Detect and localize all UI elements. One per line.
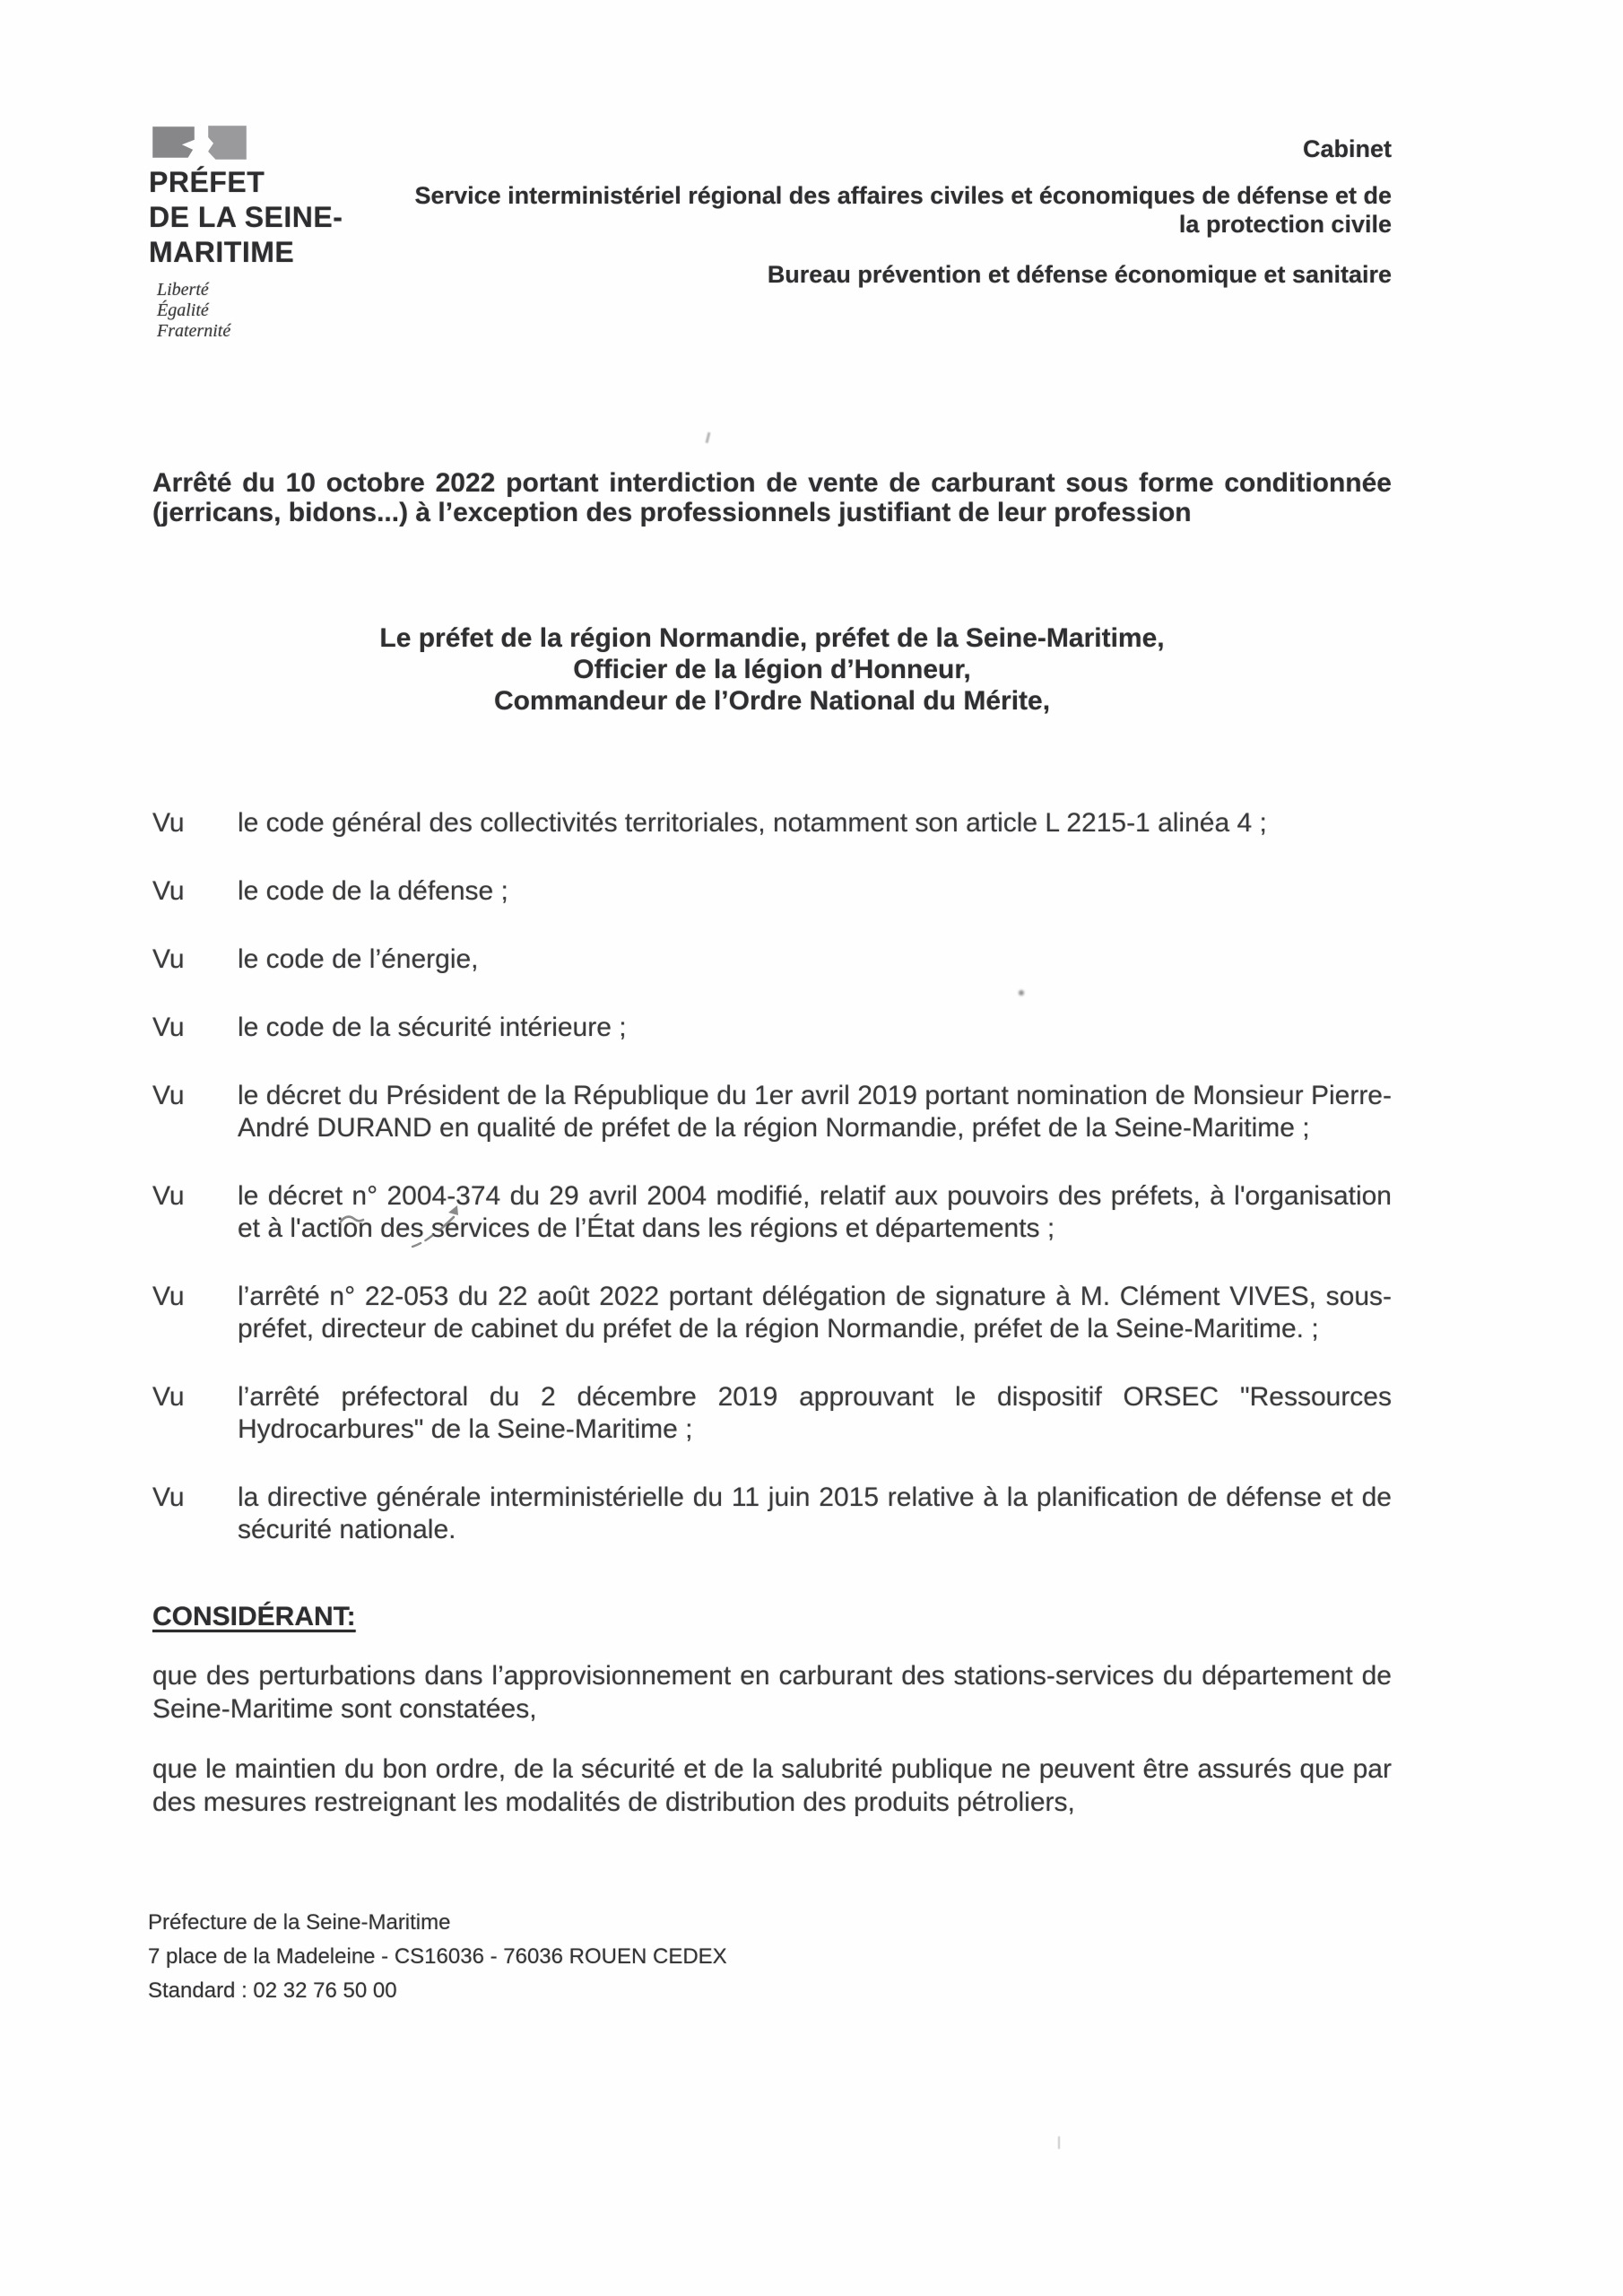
prefet-logo-title-line: DE LA SEINE- bbox=[149, 201, 343, 233]
visa-label: Vu bbox=[152, 1013, 185, 1042]
prefet-logo-title bbox=[149, 165, 343, 270]
salutation-line: Officier de la légion d’Honneur, bbox=[573, 655, 971, 684]
considerant-heading: CONSIDÉRANT: bbox=[152, 1602, 356, 1631]
republic-motto bbox=[157, 280, 230, 342]
flag-right-block-icon bbox=[208, 126, 247, 160]
footer-line: Standard : 02 32 76 50 00 bbox=[148, 1979, 397, 2003]
considerant-paragraph: que des perturbations dans l’approvisionnement en carburant des stations-services du département de Seine-Maritime sont constatées, bbox=[152, 1661, 1392, 1724]
visa-label: Vu bbox=[152, 1181, 185, 1211]
scan-artifact-dot bbox=[1019, 990, 1024, 996]
salutation-block bbox=[152, 622, 1392, 717]
visa-text: le code de la sécurité intérieure ; bbox=[238, 1013, 627, 1042]
visa-row bbox=[152, 875, 1392, 908]
flag-left-block-icon bbox=[152, 126, 195, 158]
visa-text: la directive générale interministérielle du 11 juin 2015 relative à la planification de défense et de sécurité nationale. bbox=[238, 1483, 1392, 1544]
decree-title: Arrêté du 10 octobre 2022 portant interdiction de vente de carburant sous forme conditionnée (jerricans, bidons...) à l’exception des professionnels justifiant de leur profession bbox=[152, 468, 1392, 527]
header-bureau: Bureau prévention et défense économique et sanitaire bbox=[767, 261, 1392, 288]
footer-address-block bbox=[148, 1906, 727, 2008]
prefet-logo-title-line: PRÉFET bbox=[149, 166, 265, 198]
salutation-line: Commandeur de l’Ordre National du Mérite, bbox=[493, 686, 1051, 716]
visa-row bbox=[152, 1381, 1392, 1446]
prefet-logo-title-line: MARITIME bbox=[149, 236, 295, 268]
considerant-section bbox=[152, 1602, 1392, 1819]
motto-line: Liberté bbox=[157, 280, 209, 300]
footer-line: Préfecture de la Seine-Maritime bbox=[148, 1910, 451, 1935]
considerant-paragraph: que le maintien du bon ordre, de la sécurité et de la salubrité publique ne peuvent être assurés que par des mesures restreignant les modalités de distribution des produits pétroliers, bbox=[152, 1754, 1392, 1817]
visa-label: Vu bbox=[152, 1081, 185, 1110]
visa-label: Vu bbox=[152, 1382, 185, 1412]
scan-artifact-speck bbox=[706, 432, 711, 443]
motto-line: Égalité bbox=[157, 300, 209, 320]
visa-text: le décret du Président de la République du 1er avril 2019 portant nomination de Monsieur Pierre-André DURAND en qualité de préfet de la région Normandie, préfet de la Seine-Maritime ; bbox=[238, 1081, 1392, 1143]
visa-text: le code de la défense ; bbox=[238, 876, 508, 906]
french-flag-logo-icon bbox=[152, 126, 251, 160]
scan-artifact-tick bbox=[1058, 2136, 1060, 2149]
visa-text: l’arrêté préfectoral du 2 décembre 2019 approuvant le dispositif ORSEC "Ressources Hydrocarbures" de la Seine-Maritime ; bbox=[238, 1382, 1392, 1444]
visa-text: le code de l’énergie, bbox=[238, 944, 479, 974]
header-right-block bbox=[414, 135, 1392, 289]
visa-row bbox=[152, 1482, 1392, 1546]
visa-row bbox=[152, 1012, 1392, 1044]
visa-label: Vu bbox=[152, 1483, 185, 1512]
visa-text: le décret n° 2004-374 du 29 avril 2004 modifié, relatif aux pouvoirs des préfets, à l'organisation et à l'action des services de l’État dans les régions et départements ; bbox=[238, 1181, 1392, 1243]
visa-label: Vu bbox=[152, 1282, 185, 1311]
motto-line: Fraternité bbox=[157, 321, 231, 341]
visa-row bbox=[152, 807, 1392, 839]
header-cabinet: Cabinet bbox=[1302, 135, 1392, 162]
visa-row bbox=[152, 1281, 1392, 1345]
visa-row bbox=[152, 1080, 1392, 1144]
visa-label: Vu bbox=[152, 808, 185, 838]
salutation-line: Le préfet de la région Normandie, préfet de la Seine-Maritime, bbox=[379, 623, 1165, 653]
visa-label: Vu bbox=[152, 876, 185, 906]
visa-text: l’arrêté n° 22-053 du 22 août 2022 portant délégation de signature à M. Clément VIVES, sous-préfet, directeur de cabinet du préfet de la région Normandie, préfet de la Seine-Maritime. ; bbox=[238, 1282, 1392, 1344]
visa-row bbox=[152, 944, 1392, 976]
visa-list bbox=[152, 807, 1392, 1582]
footer-line: 7 place de la Madeleine - CS16036 - 76036 ROUEN CEDEX bbox=[148, 1944, 727, 1969]
visa-label: Vu bbox=[152, 944, 185, 974]
pencil-scribble-mark-icon bbox=[334, 1200, 486, 1254]
visa-text: le code général des collectivités territoriales, notamment son article L 2215-1 alinéa 4 ; bbox=[238, 808, 1267, 838]
header-service: Service interministériel régional des affaires civiles et économiques de défense et de la protection civile bbox=[414, 182, 1392, 238]
considerant-paragraphs bbox=[152, 1659, 1392, 1819]
